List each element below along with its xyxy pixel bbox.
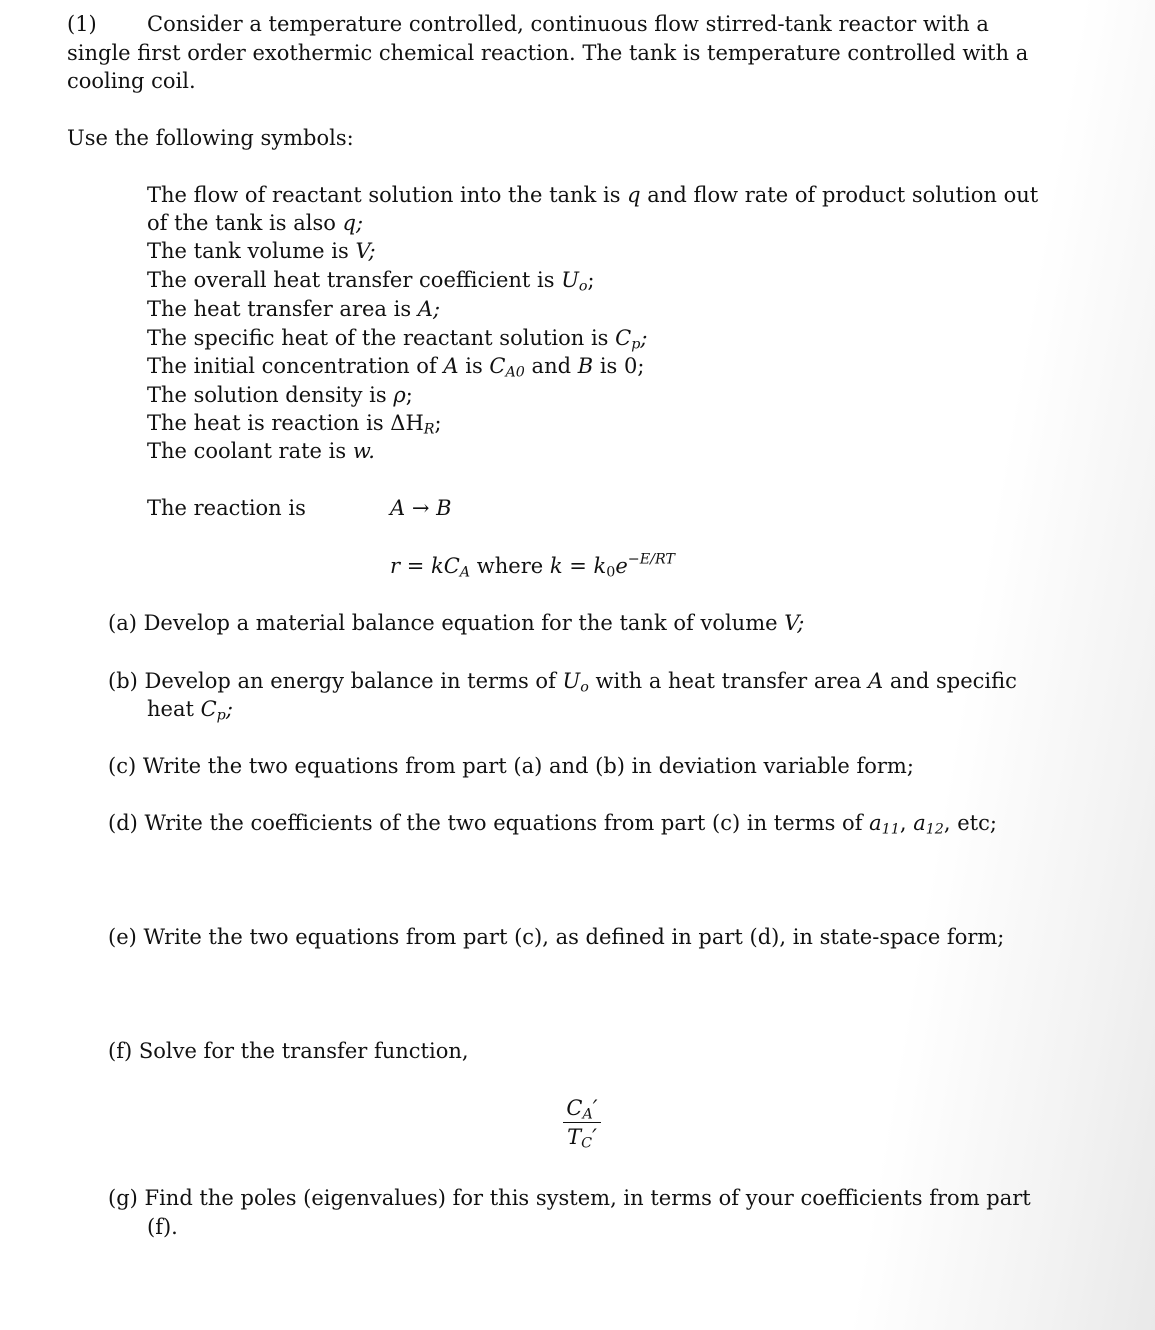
part-d: (d) Write the coefficients of the two equations from part (c) in terms of $a_{11}$, $a_{12}$, etc;: [108, 811, 997, 838]
symbol-heat-transfer-area: The heat transfer area is A;: [147, 297, 441, 321]
part-b-line-1: (b) Develop an energy balance in terms of $U_o$ with a heat transfer area A and specific: [108, 669, 1017, 696]
symbol-flow-line-1: The flow of reactant solution into the tank is q and flow rate of product solution out: [147, 183, 1039, 207]
intro-line-2: single first order exothermic chemical reaction. The tank is temperature controlled with a: [67, 41, 1029, 65]
reaction-label: The reaction is: [147, 496, 306, 520]
rate-expression: $r = kC_A$ where $k = k_0e^{-E/RT}$: [390, 551, 675, 581]
intro-line-1: Consider a temperature controlled, continuous flow stirred-tank reactor with a: [147, 12, 989, 36]
reaction-equation: A → B: [390, 496, 452, 520]
fraction-numerator: $C_A'$: [566, 1096, 598, 1123]
symbol-heat-transfer-coefficient: The overall heat transfer coefficient is $U_o$;: [147, 268, 595, 295]
part-b-line-2: heat $C_p$;: [147, 697, 233, 724]
intro-line-3: cooling coil.: [67, 69, 196, 93]
part-g-line-1: (g) Find the poles (eigenvalues) for this system, in terms of your coefficients from part: [108, 1186, 1031, 1210]
problem-number: (1): [67, 12, 97, 36]
symbol-density: The solution density is ρ;: [147, 383, 413, 407]
part-a: (a) Develop a material balance equation for the tank of volume V;: [108, 611, 805, 635]
part-c: (c) Write the two equations from part (a) and (b) in deviation variable form;: [108, 754, 914, 778]
symbols-heading: Use the following symbols:: [67, 126, 354, 150]
part-e: (e) Write the two equations from part (c), as defined in part (d), in state-space form;: [108, 925, 1005, 949]
symbol-heat-of-reaction: The heat is reaction is $\Delta H_R$;: [147, 411, 442, 438]
symbol-coolant-rate: The coolant rate is w.: [147, 439, 375, 463]
symbol-specific-heat: The specific heat of the reactant solution is $C_p$;: [147, 326, 648, 353]
part-f: (f) Solve for the transfer function,: [108, 1039, 469, 1063]
symbol-flow-line-2: of the tank is also q;: [147, 211, 364, 235]
transfer-function-fraction: [560, 1094, 604, 1151]
fraction-denominator: $T_C'$: [567, 1125, 597, 1152]
symbol-volume: The tank volume is V;: [147, 239, 376, 263]
symbol-initial-concentration: The initial concentration of A is $C_{A0}$ and B is 0;: [147, 354, 645, 381]
part-g-line-2: (f).: [147, 1215, 178, 1239]
